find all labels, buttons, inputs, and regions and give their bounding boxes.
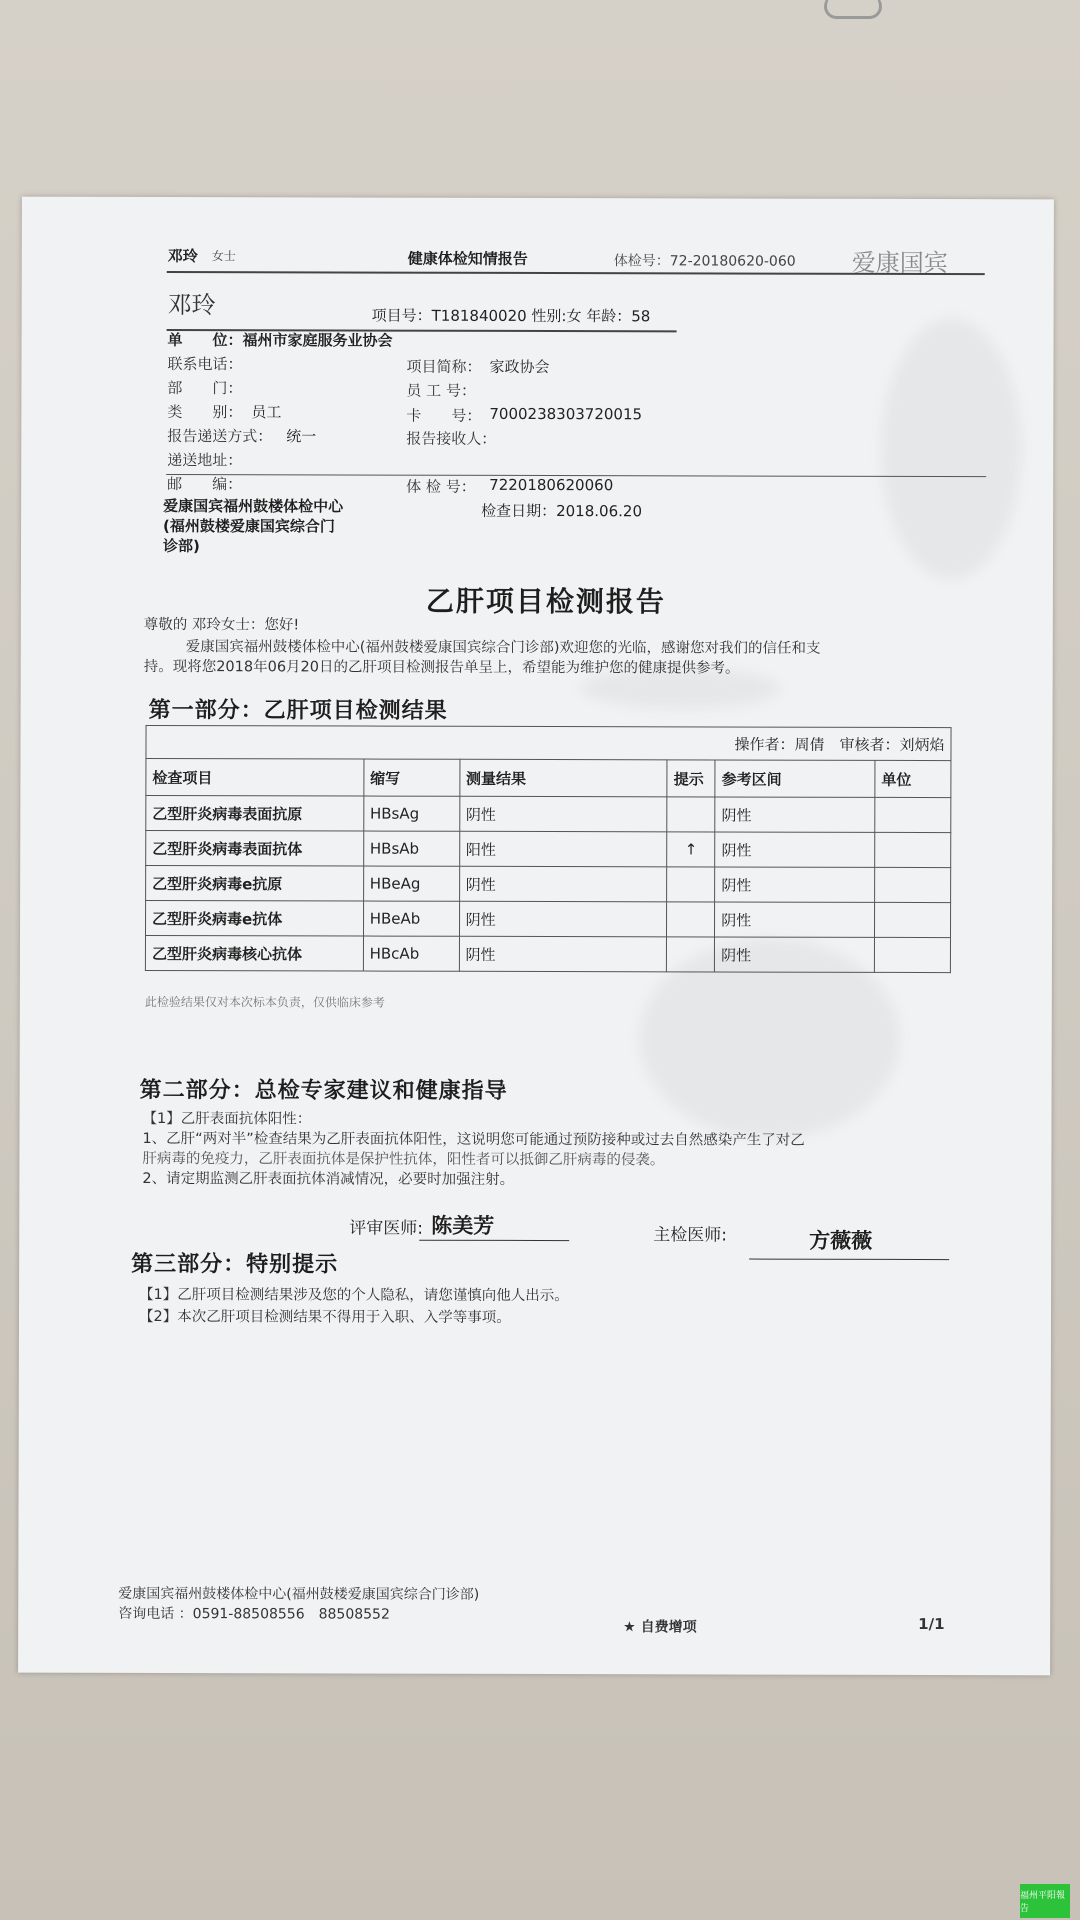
unit-line: 单 位：福州市家庭服务业协会 — [167, 331, 393, 350]
exam-no-label: 体 检 号： — [406, 477, 476, 496]
category-label: 类 别： — [167, 403, 243, 422]
row-unit — [875, 902, 951, 937]
brand-logo: 爱康国宾 — [851, 248, 948, 278]
row-item: 乙型肝炎病毒表面抗原 — [146, 795, 364, 831]
col-hint: 提示 — [667, 760, 715, 797]
card-no: 7000238303720015 — [489, 404, 643, 424]
row-item: 乙型肝炎病毒e抗原 — [146, 865, 364, 901]
row-abbr: HBsAg — [363, 796, 459, 831]
col-abbr: 缩写 — [364, 759, 460, 796]
delivery: 统一 — [286, 427, 317, 446]
row-ref: 阴性 — [715, 832, 875, 867]
reviewer-signature-line — [419, 1240, 569, 1241]
clinic-line-3: 诊部) — [162, 537, 200, 556]
footer-self-pay: ★ 自费增项 — [623, 1619, 697, 1636]
clinic-line-1: 爱康国宾福州鼓楼体检中心 — [163, 497, 344, 516]
intro-line-2: 持。现将您2018年06月20日的乙肝项目检测报告单呈上，希望能为维护您的健康提供参考。 — [143, 658, 740, 677]
table-row — [146, 830, 951, 867]
paper-clip — [824, 0, 882, 19]
row-result: 阴性 — [459, 936, 667, 972]
row-hint — [667, 867, 715, 902]
row-result: 阴性 — [459, 901, 667, 937]
exam-no: 7220180620060 — [489, 475, 614, 495]
clinic-line-2: (福州鼓楼爱康国宾综合门 — [163, 517, 335, 536]
exam-date: 检查日期：2018.06.20 — [481, 501, 643, 521]
row-abbr: HBsAb — [363, 831, 459, 866]
advice-line-2: 肝病毒的免疫力，乙肝表面抗体是保护性抗体，阳性者可以抵御乙肝病毒的侵袭。 — [142, 1150, 665, 1169]
operator-line: 操作者：周倩 审核者：刘炳焰 — [146, 725, 951, 760]
postcode-label: 邮 编： — [167, 475, 243, 494]
row-hint — [667, 902, 715, 937]
section-2-title: 第二部分：总检专家建议和健康指导 — [139, 1076, 508, 1104]
reviewer-signature: 陈美芳 — [431, 1212, 495, 1238]
row-abbr: HBcAb — [363, 936, 459, 971]
col-item: 检查项目 — [146, 758, 364, 796]
table-header-row — [146, 758, 951, 797]
row-hint — [667, 797, 715, 832]
row-item: 乙型肝炎病毒e抗体 — [146, 900, 364, 936]
row-unit — [874, 937, 950, 972]
notice-line-2: 【2】本次乙肝项目检测结果不得用于入职、入学等事项。 — [138, 1308, 511, 1326]
reviewer-label: 评审医师: — [349, 1218, 423, 1239]
row-ref: 阴性 — [715, 902, 875, 937]
footer-phone: 咨询电话 ：0591-88508556 88508552 — [118, 1605, 390, 1623]
report-title: 乙肝项目检测报告 — [425, 584, 666, 619]
row-item: 乙型肝炎病毒表面抗体 — [146, 830, 364, 866]
report-page — [18, 197, 1054, 1676]
chief-label: 主检医师: — [653, 1225, 727, 1246]
table-row — [145, 935, 950, 972]
section-3-title: 第三部分：特别提示 — [131, 1250, 339, 1278]
row-ref: 阴性 — [715, 937, 875, 972]
table-row — [146, 900, 951, 937]
results-table — [145, 725, 952, 973]
patient-name: 邓玲 — [167, 291, 216, 320]
disclaimer: 此检验结果仅对本次标本负责，仅供临床参考 — [144, 994, 385, 1010]
project-line: 项目号：T181840020 性别:女 年龄：58 — [371, 306, 651, 326]
row-item: 乙型肝炎病毒核心抗体 — [145, 935, 363, 971]
project-name-label: 项目简称： — [406, 357, 482, 376]
row-abbr: HBeAb — [363, 901, 459, 936]
row-ref: 阴性 — [715, 797, 875, 832]
receiver-label: 报告接收人： — [406, 429, 497, 448]
table-row — [146, 795, 951, 832]
card-label: 卡 号： — [406, 406, 482, 425]
row-abbr: HBeAg — [363, 866, 459, 901]
category: 员工 — [251, 403, 282, 422]
row-hint: ↑ — [667, 832, 715, 867]
col-unit: 单位 — [875, 760, 951, 797]
address-label: 递送地址： — [167, 451, 243, 470]
table-row — [146, 865, 951, 902]
advice-heading: 【1】乙肝表面抗体阳性： — [142, 1110, 312, 1128]
notice-line-1: 【1】乙肝项目检测结果涉及您的个人隐私，请您谨慎向他人出示。 — [139, 1286, 569, 1305]
employee-no-label: 员 工 号： — [406, 381, 476, 400]
row-result: 阴性 — [459, 796, 667, 832]
row-hint — [667, 937, 715, 972]
dept-label: 部 门： — [167, 379, 243, 398]
watermark-badge: 福州平阳報告 — [1020, 1884, 1070, 1918]
contact-label: 联系电话： — [167, 355, 243, 374]
advice-line-3: 2、请定期监测乙肝表面抗体消减情况，必要时加强注射。 — [142, 1170, 515, 1188]
intro-line-1: 爱康国宾福州鼓楼体检中心(福州鼓楼爱康国宾综合门诊部)欢迎您的光临，感谢您对我们的信任和支 — [185, 639, 821, 657]
row-ref: 阴性 — [715, 867, 875, 902]
advice-line-1: 1、乙肝“两对半”检查结果为乙肝表面抗体阳性，这说明您可能通过预防接种或过去自然感染产生了对乙 — [142, 1130, 805, 1149]
row-unit — [875, 867, 951, 902]
chief-signature-line — [749, 1259, 949, 1261]
footer-center: 爱康国宾福州鼓楼体检中心(福州鼓楼爱康国宾综合门诊部) — [118, 1585, 480, 1603]
project-name: 家政协会 — [489, 357, 550, 377]
row-unit — [875, 832, 951, 867]
greeting: 尊敬的 邓玲女士：您好! — [143, 616, 300, 634]
header-patient-name: 邓玲 — [167, 247, 198, 266]
col-ref: 参考区间 — [715, 760, 875, 797]
col-result: 测量结果 — [459, 759, 667, 797]
delivery-label: 报告递送方式： — [167, 427, 273, 446]
row-result: 阳性 — [459, 831, 667, 867]
header-salutation: 女士 — [211, 249, 236, 264]
header-exam-no: 体检号：72-20180620-060 — [613, 253, 796, 270]
row-result: 阴性 — [459, 866, 667, 902]
page-number: 1/1 — [918, 1615, 945, 1634]
chief-signature: 方薇薇 — [809, 1227, 873, 1253]
header-report-type: 健康体检知情报告 — [407, 249, 528, 268]
section-1-title: 第一部分：乙肝项目检测结果 — [148, 696, 448, 724]
row-unit — [875, 797, 951, 832]
